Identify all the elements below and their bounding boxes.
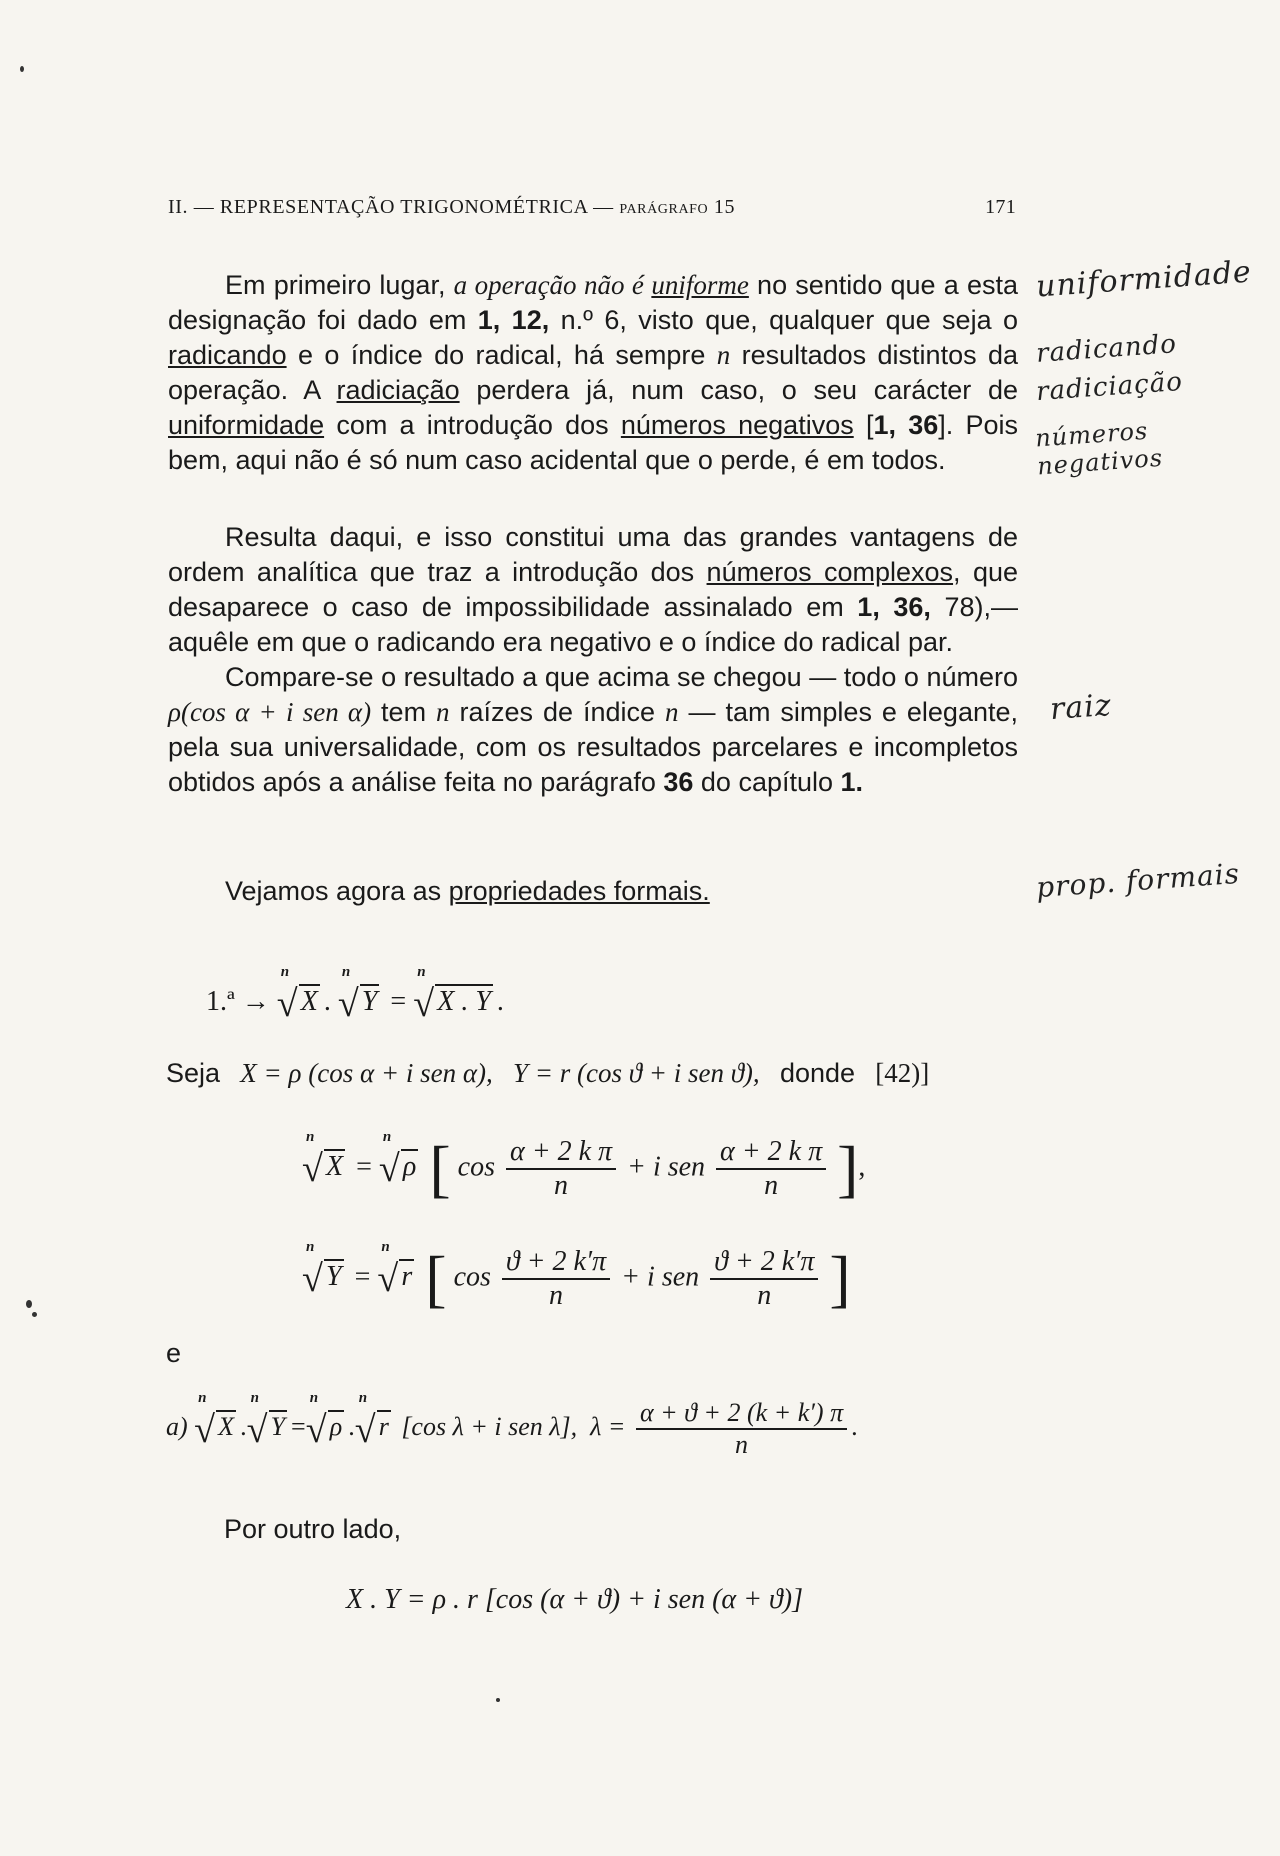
text: Resulta daqui, e isso constitui uma das grandes vantagens de ordem analítica que traz a introdução dos bbox=[168, 522, 1018, 587]
text: tem bbox=[371, 697, 437, 727]
radical bbox=[302, 1239, 344, 1301]
fraction bbox=[506, 1136, 616, 1202]
equals: = bbox=[390, 986, 407, 1017]
radicand: r bbox=[378, 1411, 389, 1441]
underlined-text: uniformidade bbox=[168, 410, 325, 440]
numerator: α + ϑ + 2 (k + k′) π bbox=[636, 1398, 847, 1430]
radical-sign: √ bbox=[305, 1408, 327, 1451]
period: . bbox=[851, 1411, 858, 1441]
radical-index: n bbox=[250, 1389, 259, 1406]
radical bbox=[246, 1389, 287, 1451]
lambda-equals: λ = bbox=[590, 1411, 626, 1441]
fraction bbox=[716, 1136, 826, 1202]
radicand: Y bbox=[270, 1411, 286, 1441]
radicand: Y bbox=[361, 986, 378, 1017]
italic-underlined-text: uniforme bbox=[651, 270, 749, 300]
equals: = bbox=[356, 1151, 372, 1183]
formula-2 bbox=[302, 1129, 866, 1206]
donde-label: donde bbox=[779, 1058, 856, 1088]
radical bbox=[194, 1389, 236, 1451]
comma: , bbox=[858, 1151, 866, 1183]
radical-sign: √ bbox=[354, 1408, 376, 1451]
formula-5: X . Y = ρ . r [cos (α + ϑ) + i sen (α + ϑ)] bbox=[346, 1584, 803, 1615]
radicand: r bbox=[401, 1261, 413, 1293]
text: ]. Pois bem, aqui não é só num caso acidental que o perde, é em todos. bbox=[168, 410, 1018, 475]
radicand: Y bbox=[326, 1261, 342, 1293]
numerator: α + 2 k π bbox=[716, 1136, 826, 1170]
radical-sign: √ bbox=[337, 983, 359, 1025]
cis-lambda: [cos λ + i sen λ], bbox=[401, 1411, 578, 1441]
radical-sign: √ bbox=[413, 983, 435, 1025]
fraction bbox=[710, 1246, 818, 1312]
section-title: II. — REPRESENTAÇÃO TRIGONOMÉTRICA — parágrafo 15 bbox=[168, 196, 736, 218]
underlined-text: números negativos bbox=[620, 410, 854, 440]
radicand: X bbox=[326, 1151, 344, 1183]
paragraph-3 bbox=[168, 660, 1018, 800]
underlined-text: radiciação bbox=[336, 375, 460, 405]
text: — tam simples e elegante, pela sua universalidade, com os resultados parcelares e incompletos obtidos após a análise feita no parágrafo bbox=[168, 697, 1018, 797]
text: Vejamos agora as bbox=[225, 876, 449, 906]
radicand: X bbox=[218, 1411, 235, 1441]
scan-speck bbox=[20, 66, 24, 72]
denominator: n bbox=[554, 1170, 569, 1201]
radicand: X . Y bbox=[437, 986, 491, 1017]
text: Em primeiro lugar, bbox=[225, 270, 454, 300]
radical-index: n bbox=[309, 1389, 319, 1406]
scan-speck bbox=[26, 1300, 32, 1308]
x-definition: X = ρ (cos α + i sen α), bbox=[240, 1058, 493, 1088]
reference: [42)] bbox=[875, 1058, 930, 1088]
underlined-text: radicando bbox=[168, 340, 287, 370]
radical-index: n bbox=[417, 964, 426, 980]
bold-ref: 1, 12, bbox=[477, 305, 550, 335]
por-outro-lado: Por outro lado, bbox=[224, 1514, 402, 1544]
italic-expression: ρ(cos α + i sen α) bbox=[168, 697, 372, 727]
period: . bbox=[496, 986, 504, 1017]
radical-index: n bbox=[381, 1239, 390, 1256]
fraction bbox=[636, 1398, 847, 1460]
formula-label: 1.ª → bbox=[206, 986, 270, 1017]
plus-i-sen: + i sen bbox=[627, 1151, 706, 1183]
formula-label: a) bbox=[166, 1411, 188, 1441]
radical-sign: √ bbox=[378, 1148, 400, 1191]
italic-text: a operação não é bbox=[453, 270, 652, 300]
bold-ref: 1, 36, bbox=[857, 592, 931, 622]
radical-index: n bbox=[358, 1389, 368, 1406]
margin-note: radicando bbox=[1035, 329, 1178, 369]
formula-3 bbox=[302, 1239, 851, 1316]
radical-index: n bbox=[198, 1389, 207, 1406]
italic-n: n bbox=[436, 697, 450, 727]
paragraph-1 bbox=[168, 268, 1018, 478]
radical bbox=[377, 1239, 414, 1301]
radical bbox=[378, 1129, 418, 1191]
text: e o índice do radical, há sempre bbox=[286, 340, 717, 370]
numerator: α + 2 k π bbox=[506, 1136, 616, 1170]
radical-index: n bbox=[306, 1129, 315, 1146]
plus-i-sen: + i sen bbox=[621, 1261, 700, 1293]
denominator: n bbox=[757, 1280, 772, 1311]
radical-sign: √ bbox=[276, 983, 298, 1025]
paragraph-4 bbox=[168, 874, 1018, 909]
margin-note: uniformidade bbox=[1035, 254, 1253, 305]
dot: . bbox=[323, 986, 331, 1017]
seja-label: Seja bbox=[166, 1058, 221, 1088]
cos-label: cos bbox=[453, 1261, 491, 1293]
radical bbox=[354, 1389, 391, 1451]
page-number: 171 bbox=[985, 196, 1016, 218]
scan-speck bbox=[32, 1312, 37, 1317]
margin-note: raiz bbox=[1048, 687, 1113, 728]
text: perdera já, num caso, o seu carácter de bbox=[459, 375, 1018, 405]
right-bracket: ] bbox=[837, 1133, 859, 1204]
equals: = bbox=[354, 1261, 371, 1293]
radical bbox=[305, 1389, 344, 1451]
right-bracket: ] bbox=[829, 1243, 851, 1314]
bold-ref: 1, 36 bbox=[873, 410, 939, 440]
seja-line bbox=[166, 1058, 929, 1089]
denominator: n bbox=[764, 1170, 779, 1201]
italic-n: n bbox=[716, 340, 731, 370]
formula-1 bbox=[206, 964, 504, 1025]
radical bbox=[413, 964, 493, 1025]
italic-n: n bbox=[665, 697, 679, 727]
radical-sign: √ bbox=[302, 1258, 323, 1301]
radical-sign: √ bbox=[302, 1148, 323, 1191]
text: Compare-se o resultado a que acima se chegou — todo o número bbox=[225, 662, 1018, 692]
text: raízes de índice bbox=[449, 697, 666, 727]
radical-sign: √ bbox=[194, 1408, 216, 1451]
text: 78),— aquêle em que o radicando era negativo e o índice do radical par. bbox=[168, 592, 1018, 657]
radical-index: n bbox=[341, 964, 351, 980]
radical-sign: √ bbox=[377, 1258, 399, 1301]
left-bracket: [ bbox=[429, 1133, 451, 1204]
radical-index: n bbox=[306, 1239, 315, 1256]
margin-note: radiciação bbox=[1035, 366, 1184, 408]
cos-label: cos bbox=[457, 1151, 495, 1183]
text: n.º 6, visto que, qualquer que seja o bbox=[549, 305, 1018, 335]
y-definition: Y = r (cos ϑ + i sen ϑ), bbox=[513, 1058, 760, 1088]
text: com a introdução dos bbox=[324, 410, 621, 440]
conjunction-e: e bbox=[166, 1338, 182, 1368]
radical-index: n bbox=[280, 964, 290, 980]
text: resultados distintos da operação. A bbox=[168, 340, 1018, 405]
margin-note: prop. formais bbox=[1035, 856, 1241, 905]
radical-sign: √ bbox=[246, 1408, 268, 1451]
numerator: ϑ + 2 k′π bbox=[710, 1246, 818, 1280]
scan-speck bbox=[496, 1698, 500, 1702]
radical bbox=[276, 964, 320, 1025]
text: no sentido que a esta designação foi dado em bbox=[168, 270, 1018, 335]
text: do capítulo bbox=[693, 767, 841, 797]
paragraph-2 bbox=[168, 520, 1018, 660]
text: [ bbox=[853, 410, 874, 440]
radicand: ρ bbox=[329, 1411, 343, 1441]
formula-4: a) n √ X . n √ Y = n √ ρ . n √ r [cos λ + i sen λ], λ = $\frac{\alpha + ϑ + 2 (k + k') \pi}{n}$ . bbox=[166, 1389, 858, 1459]
numerator: ϑ + 2 k′π bbox=[502, 1246, 610, 1280]
bold-ref: 36 bbox=[663, 767, 694, 797]
margin-note: números negativos bbox=[1034, 416, 1164, 481]
radicand: X bbox=[300, 986, 318, 1017]
bold-ref: 1. bbox=[840, 767, 864, 797]
underlined-text: propriedades formais. bbox=[448, 876, 710, 906]
text: , que desaparece o caso de impossibilidade assinalado em bbox=[168, 557, 1018, 622]
running-header bbox=[168, 196, 1028, 219]
radicand: ρ bbox=[402, 1151, 417, 1183]
radical bbox=[302, 1129, 345, 1191]
radical bbox=[337, 964, 380, 1025]
denominator: n bbox=[735, 1430, 749, 1459]
denominator: n bbox=[549, 1280, 564, 1311]
radical-index: n bbox=[382, 1129, 392, 1146]
left-bracket: [ bbox=[425, 1243, 447, 1314]
fraction bbox=[502, 1246, 610, 1312]
underlined-text: números complexos bbox=[706, 557, 954, 587]
